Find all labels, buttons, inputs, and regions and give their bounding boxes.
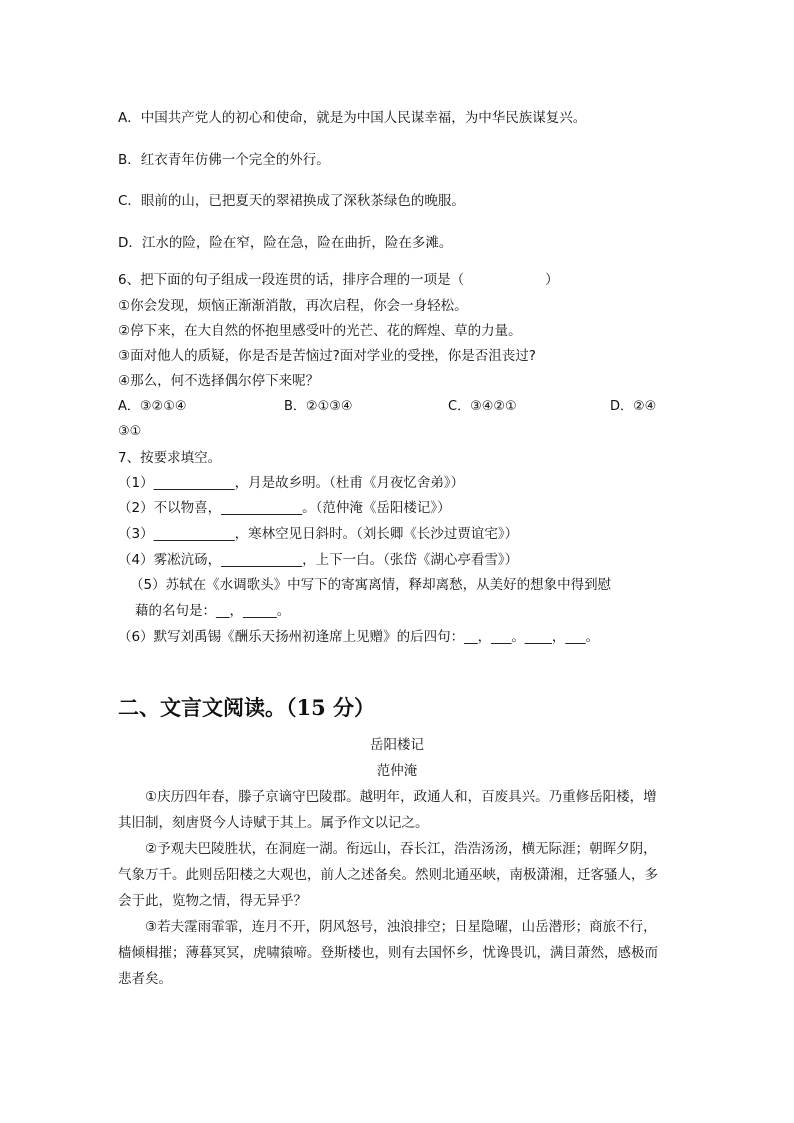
question-6-stem: 6、把下面的句子组成一段连贯的话，排序合理的一项是（ ）	[118, 272, 559, 288]
passage-title: 岳阳楼记	[370, 737, 424, 753]
question-7-stem: 7、按要求填空。	[118, 450, 222, 466]
question-7-item-5: （5）苏轼在《水调歌头》中写下的寄寓离情，释却离愁，从美好的想象中得到慰	[130, 577, 612, 593]
passage-paragraph-1: ①庆历四年春，滕子京谪守巴陵郡。越明年，政通人和，百废具兴。乃重修岳阳楼，增其旧制，刻唐贤今人诗赋于其上。属予作文以记之。	[118, 789, 657, 831]
question-6-sentence-3: ③面对他人的质疑，你是否是苦恼过?面对学业的受挫，你是否沮丧过?	[118, 348, 536, 364]
question-7-item-4: （4）雾凇沆砀，____________，上下一白。（张岱《湖心亭看雪》）	[118, 552, 519, 568]
passage-paragraph-2: ②予观夫巴陵胜状，在洞庭一湖。衔远山，吞长江，浩浩汤汤，横无际涯；朝晖夕阴，气象万千。此则岳阳楼之大观也，前人之述备矣。然则北通巫峡，南极潇湘，迁客骚人，多会于此，览物之情，得无异乎？	[118, 841, 658, 909]
question-6-sentence-2: ②停下来，在大自然的怀抱里感受叶的光芒、花的辉煌、草的力量。	[118, 323, 522, 339]
option-b: B．红衣青年仿佛一个完全的外行。	[118, 152, 330, 168]
question-7-item-2: （2）不以物喜，____________。（范仲淹《岳阳楼记》）	[118, 500, 451, 516]
question-6-choice-d-continued: ③①	[118, 424, 142, 439]
question-7-item-6: （6）默写刘禹锡《酬乐天扬州初逢席上见赠》的后四句：__，___。____，___。	[118, 629, 600, 645]
question-7-item-5-continued: 藉的名句是：__，_____。	[135, 603, 291, 619]
question-7-item-1: （1）____________，月是故乡明。（杜甫《月夜忆舍弟》）	[118, 475, 465, 491]
passage-paragraph-3: ③若夫霪雨霏霏，连月不开，阴风怒号，浊浪排空；日星隐曜，山岳潜形；商旅不行，樯倾楫摧；薄暮冥冥，虎啸猿啼。登斯楼也，则有去国怀乡，忧谗畏讥，满目萧然，感极而悲者矣。	[118, 919, 658, 987]
question-6-choice-c: C．③④②①	[448, 399, 517, 414]
question-6-choice-b: B．②①③④	[284, 399, 353, 414]
question-7-item-3: （3）____________，寒林空见日斜时。（刘长卿《长沙过贾谊宅》）	[118, 526, 519, 542]
question-6-choice-a: A．③②①④	[118, 399, 187, 414]
section-2-heading: 二、文言文阅读。（15 分）	[118, 695, 376, 720]
question-6-sentence-1: ①你会发现，烦恼正渐渐消散，再次启程，你会一身轻松。	[118, 298, 468, 314]
passage-body	[118, 784, 663, 992]
option-a: A．中国共产党人的初心和使命，就是为中国人民谋幸福，为中华民族谋复兴。	[118, 110, 587, 126]
passage-author: 范仲淹	[376, 763, 418, 779]
question-6-choice-d: D．②④	[610, 399, 657, 414]
question-6-sentence-4: ④那么，何不选择偶尔停下来呢？	[118, 373, 320, 389]
option-d: D．江水的险，险在窄，险在急，险在曲折，险在多滩。	[118, 235, 453, 251]
option-c: C．眼前的山，已把夏天的翠裙换成了深秋茶绿色的晚服。	[118, 193, 465, 209]
